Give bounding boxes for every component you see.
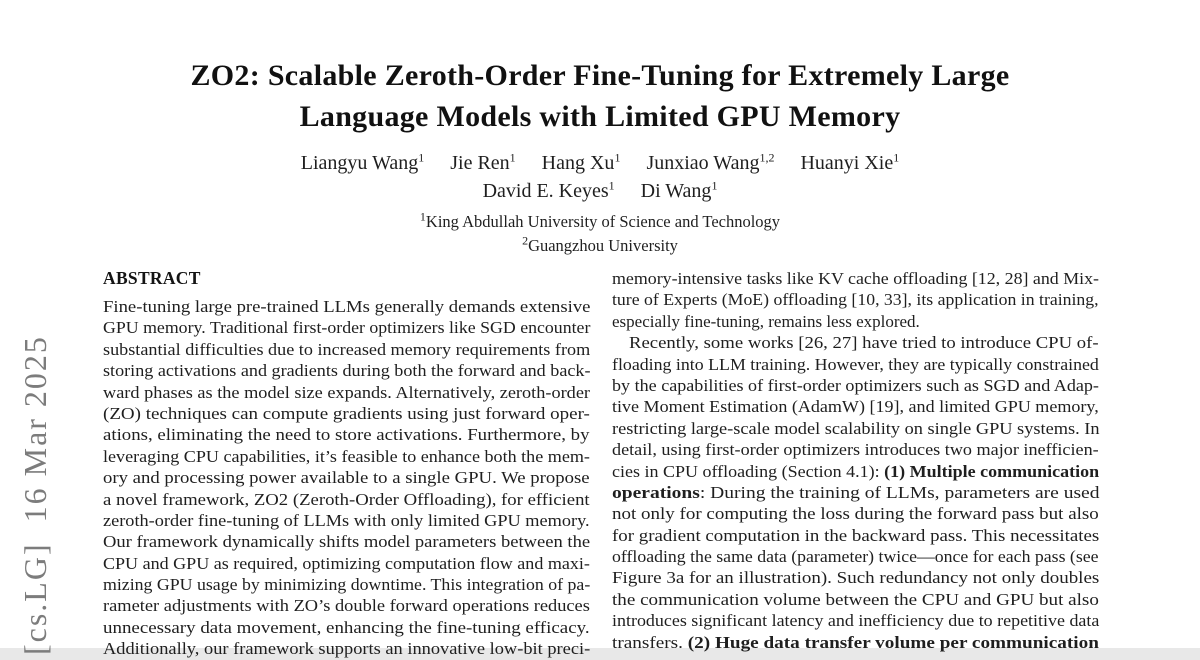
body-line (612, 503, 1099, 524)
author-affiliation-superscript: 1 (509, 150, 516, 165)
body-line (612, 311, 1099, 332)
body-line (612, 482, 1099, 503)
body-line (103, 467, 590, 488)
body-line (103, 553, 590, 574)
body-line-text: ations, eliminating the need to store activations. Furthermore, by (103, 425, 590, 445)
title-block (0, 55, 1200, 258)
author-affiliation-superscript: 1 (608, 178, 615, 193)
affiliation: $^2$Guangzhou University (522, 233, 678, 255)
author-name: Di Wang$^1$ (640, 178, 718, 202)
author-name: Jie Ren$^1$ (450, 150, 516, 174)
body-line-text: ward phases as the model size expands. Alternatively, zeroth-order (103, 382, 591, 402)
body-line (103, 489, 590, 510)
body-line-text: Our framework dynamically shifts model parameters between the (103, 532, 591, 552)
body-line (103, 424, 590, 445)
body-line-text: a novel framework, ZO2 (Zeroth-Order Offloading), for efficient (103, 489, 590, 509)
body-line (612, 461, 1099, 482)
body-line (612, 289, 1099, 310)
body-line (612, 567, 1099, 588)
body-line-text: (ZO) techniques can compute gradients using just forward oper- (103, 403, 590, 423)
body-line-text: Fine-tuning large pre-trained LLMs generally demands extensive (103, 297, 591, 316)
body-line (612, 332, 1099, 353)
body-line (612, 375, 1099, 396)
body-line-text: not only for computing the loss during the forward pass but also (612, 504, 1099, 524)
body-line-text: storing activations and gradients during both the forward and back- (103, 361, 591, 381)
author-name: Huanyi Xie$^1$ (800, 150, 900, 174)
column-left (103, 268, 590, 660)
body-line (103, 638, 590, 659)
body-line (103, 574, 590, 595)
author-name: David E. Keyes$^1$ (482, 178, 615, 202)
column-right (612, 268, 1099, 653)
body-line (612, 589, 1099, 610)
body-line-text: cies in CPU offloading (Section 4.1): (1) Multiple communication (612, 461, 1100, 481)
body-line-text: ory and processing power available to a single GPU. We propose (103, 468, 590, 488)
body-line (612, 439, 1099, 460)
arxiv-watermark: [cs.LG] 16 Mar 2025 (17, 335, 53, 655)
body-line-text: mizing GPU usage by minimizing downtime. This integration of pa- (103, 575, 591, 595)
body-line-text: leveraging CPU capabilities, it’s feasible to enhance both the mem- (103, 446, 590, 466)
author-affiliation-superscript: 1 (614, 150, 621, 165)
body-line-text: memory-intensive tasks like KV cache offloading [12, 28] and Mix- (612, 269, 1099, 288)
authors-row-2 (0, 177, 1200, 205)
affiliations (0, 210, 1200, 258)
body-line (103, 403, 590, 424)
author-affiliation-superscript: 1,2 (759, 150, 775, 165)
body-line (612, 354, 1099, 375)
body-line (103, 531, 590, 552)
paper-title-line-2: Language Models with Limited GPU Memory (299, 100, 901, 133)
body-line-text: transfers. (2) Huge data transfer volume per communication (612, 632, 1099, 652)
body-line-text: the communication volume between the CPU and GPU but also (612, 589, 1099, 609)
body-line (103, 296, 590, 317)
body-line-text: floading into LLM training. However, they are typically constrained (612, 354, 1099, 374)
body-line-text: by the capabilities of first-order optimizers such as SGD and Adap- (612, 375, 1099, 395)
body-line-text: Recently, some works [26, 27] have tried to introduce CPU of- (629, 333, 1099, 353)
body-line-text: Figure 3a for an illustration). Such redundancy not only doubles (612, 568, 1100, 588)
authors-row-1 (0, 149, 1200, 177)
body-line-text: GPU memory. Traditional first-order optimizers like SGD encounter (103, 318, 591, 338)
body-line (612, 396, 1099, 417)
body-line-text: Additionally, our framework supports an innovative low-bit preci- (103, 639, 591, 659)
body-line (103, 339, 590, 360)
author-name: Liangyu Wang$^1$ (300, 150, 425, 174)
body-line (612, 418, 1099, 439)
author-affiliation-superscript: 1 (418, 150, 425, 165)
author-affiliation-superscript: 1 (711, 178, 718, 193)
body-line (103, 317, 590, 338)
body-line-text: ture of Experts (MoE) offloading [10, 33], its application in training, (612, 290, 1099, 310)
body-line-text: introduces significant latency and inefficiency due to repetitive data (612, 611, 1100, 631)
body-line (103, 617, 590, 638)
body-line-text: substantial difficulties due to increased memory requirements from (103, 339, 591, 359)
body-line-text: restricting large-scale model scalability on single GPU systems. In (612, 418, 1100, 438)
body-line (612, 268, 1099, 289)
body-line (612, 610, 1099, 631)
body-line-text: operations: During the training of LLMs, parameters are used (612, 482, 1100, 502)
body-line-text: for gradient computation in the backward pass. This necessitates (612, 525, 1100, 545)
body-line (103, 595, 590, 616)
abstract-heading: ABSTRACT (103, 268, 201, 288)
body-line (103, 510, 590, 531)
body-line-text: rameter adjustments with ZO’s double forward operations reduces (103, 596, 590, 616)
affiliation-superscript: 2 (522, 233, 529, 248)
body-line-text: especially fine-tuning, remains less explored. (612, 311, 920, 331)
affiliation-superscript: 1 (419, 209, 426, 224)
author-name: Junxiao Wang$^{1,2}$ (646, 150, 775, 174)
body-line-text: tive Moment Estimation (AdamW) [19], and limited GPU memory, (612, 397, 1099, 417)
author-name: Hang Xu$^1$ (541, 150, 621, 174)
body-line-text: zeroth-order fine-tuning of LLMs with only limited GPU memory. (103, 510, 590, 530)
body-line (612, 632, 1099, 653)
body-line (612, 525, 1099, 546)
author-affiliation-superscript: 1 (893, 150, 900, 165)
body-line (612, 546, 1099, 567)
body-line-text: detail, using first-order optimizers introduces two major inefficien- (612, 440, 1099, 460)
body-line (103, 360, 590, 381)
body-line (103, 446, 590, 467)
body-line-text: CPU and GPU as required, optimizing computation flow and maxi- (103, 553, 590, 573)
body-line (103, 382, 590, 403)
paper-title-line-1: ZO2: Scalable Zeroth-Order Fine-Tuning for Extremely Large (190, 59, 1010, 92)
body-line-text: offloading the same data (parameter) twice—once for each pass (see (612, 547, 1099, 567)
affiliation: $^1$King Abdullah University of Science and Technology (419, 209, 781, 231)
abstract-body (103, 296, 590, 660)
body-line-text: unnecessary data movement, enhancing the fine-tuning efficacy. (103, 617, 590, 637)
intro-body (612, 268, 1099, 653)
